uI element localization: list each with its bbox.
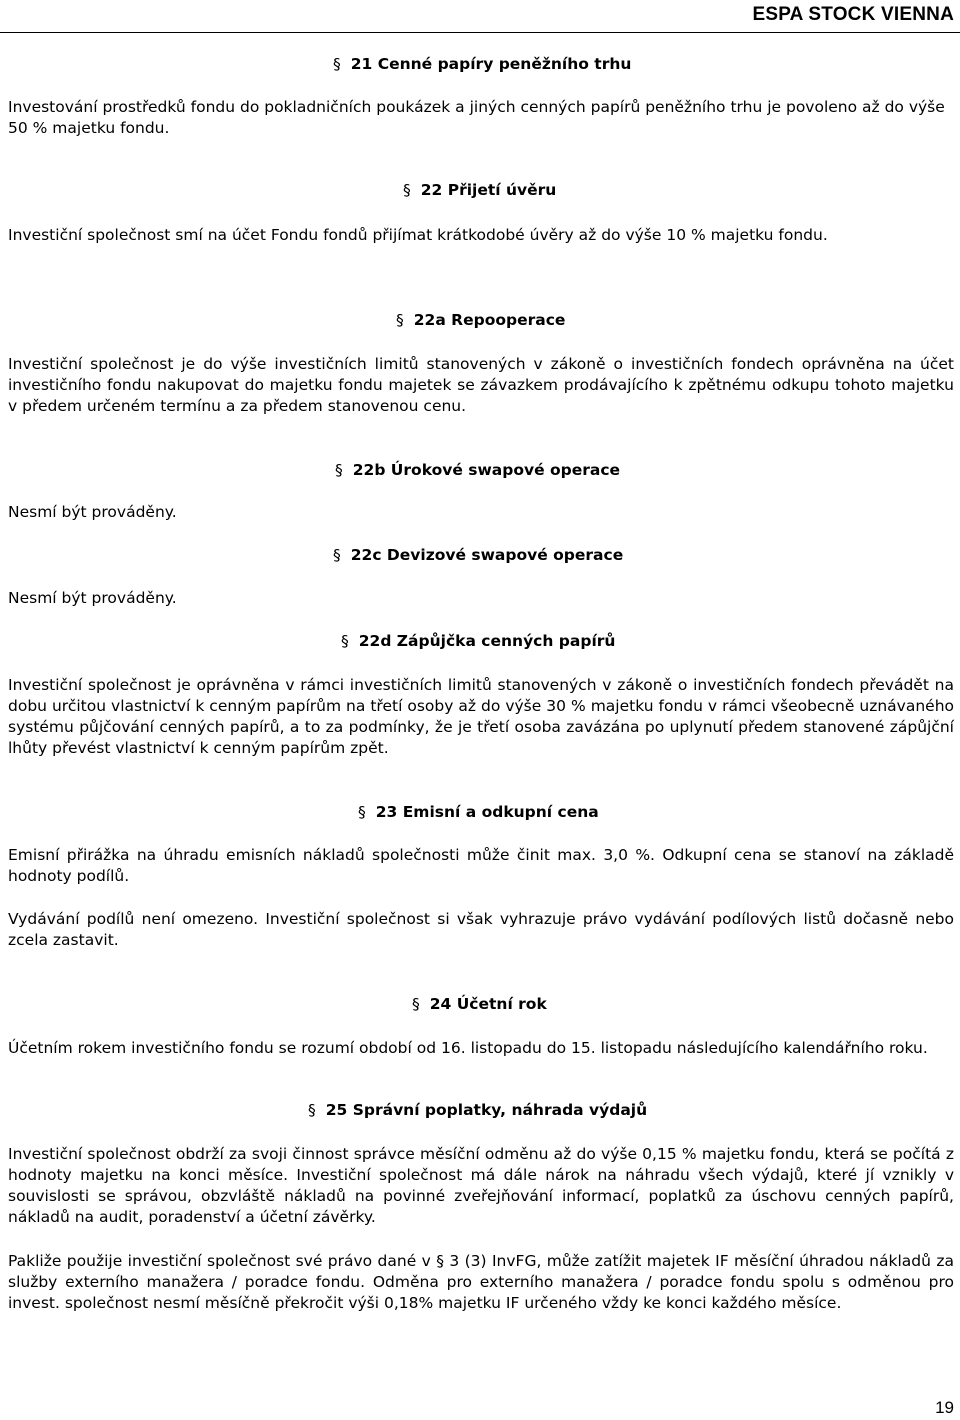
paragraph-22c: Nesmí být prováděny. xyxy=(8,589,177,607)
section-sign: § xyxy=(308,1101,316,1119)
heading-21: § 21 Cenné papíry peněžního trhu xyxy=(333,55,632,73)
paragraph-22a: Investiční společnost je do výše investičních limitů stanovených v zákoně o investičních fondech oprávněna na účet investičního fondu nakupovat do majetku fondu majetek se závazkem prodávajícího k zpětnému odkupu tohoto majetku v předem určeném termínu a za předem stanovenou cenu. xyxy=(8,355,954,415)
heading-23: § 23 Emisní a odkupní cena xyxy=(358,803,599,821)
section-sign: § xyxy=(335,461,343,479)
heading-22a: § 22a Repooperace xyxy=(396,311,566,329)
paragraph-25-external: Pakliže použije investiční společnost své právo dané v § 3 (3) InvFG, může zatížit majetek IF měsíční úhradou nákladů za služby externího manažera / poradce fondu. Odměna pro externího manažera / poradce fondu spolu s odměnou pro invest. společnost nesmí měsíčně překročit výši 0,18% majetku IF určeného vždy ke konci každého měsíce. xyxy=(8,1252,954,1312)
paragraph-25-fee: Investiční společnost obdrží za svoji činnost správce měsíční odměnu až do výše 0,15 % majetku fondu, která se počítá z hodnoty majetku na konci měsíce. Investiční společnost má dále nárok na náhradu všech výdajů, které jí vznikly v souvislosti se správou, obzvláště nákladů na povinné zveřejňování informací, poplatků za úschovu cenných papírů, nákladů na audit, poradenství a účetní závěrky. xyxy=(8,1145,954,1226)
page-number: 19 xyxy=(935,1398,954,1417)
section-sign: § xyxy=(403,181,411,199)
paragraph-21: Investování prostředků fondu do pokladničních poukázek a jiných cenných papírů peněžního trhu je povoleno až do výše 50 % majetku fondu. xyxy=(8,98,945,137)
paragraph-22: Investiční společnost smí na účet Fondu fondů přijímat krátkodobé úvěry až do výše 10 % majetku fondu. xyxy=(8,226,828,244)
header-rule xyxy=(0,32,960,33)
section-sign: § xyxy=(358,803,366,821)
heading-22b: § 22b Úrokové swapové operace xyxy=(335,461,621,479)
paragraph-23-issue: Vydávání podílů není omezeno. Investiční společnost si však vyhrazuje právo vydávání podílových listů dočasně nebo zcela zastavit. xyxy=(8,910,954,949)
section-sign: § xyxy=(341,632,349,650)
heading-24: § 24 Účetní rok xyxy=(412,995,547,1013)
paragraph-23-fees: Emisní přirážka na úhradu emisních nákladů společnosti může činit max. 3,0 %. Odkupní cena se stanoví na základě hodnoty podílů. xyxy=(8,846,954,885)
paragraph-22d: Investiční společnost je oprávněna v rámci investičních limitů stanovených v zákoně o investičních fondech převádět na dobu určitou vlastnictví k cenným papírům na třetí osoby až do výše 30 % majetku fondu v rámci všeobecně uznávaného systému půjčování cenných papírů, a to za podmínky, že je třetí osoba zavázána po uplynutí předem stanovené zápůjční lhůty převést vlastnictví k cenným papírům zpět. xyxy=(8,676,954,757)
header-brand: ESPA STOCK VIENNA xyxy=(752,4,954,25)
paragraph-24: Účetním rokem investičního fondu se rozumí období od 16. listopadu do 15. listopadu následujícího kalendářního roku. xyxy=(8,1039,928,1057)
heading-22c: § 22c Devizové swapové operace xyxy=(333,546,624,564)
heading-22d: § 22d Zápůjčka cenných papírů xyxy=(341,632,616,650)
section-sign: § xyxy=(412,995,420,1013)
section-sign: § xyxy=(333,546,341,564)
heading-25: § 25 Správní poplatky, náhrada výdajů xyxy=(308,1101,648,1119)
heading-22: § 22 Přijetí úvěru xyxy=(403,181,557,199)
paragraph-22b: Nesmí být prováděny. xyxy=(8,503,177,521)
section-sign: § xyxy=(396,311,404,329)
section-sign: § xyxy=(333,55,341,73)
